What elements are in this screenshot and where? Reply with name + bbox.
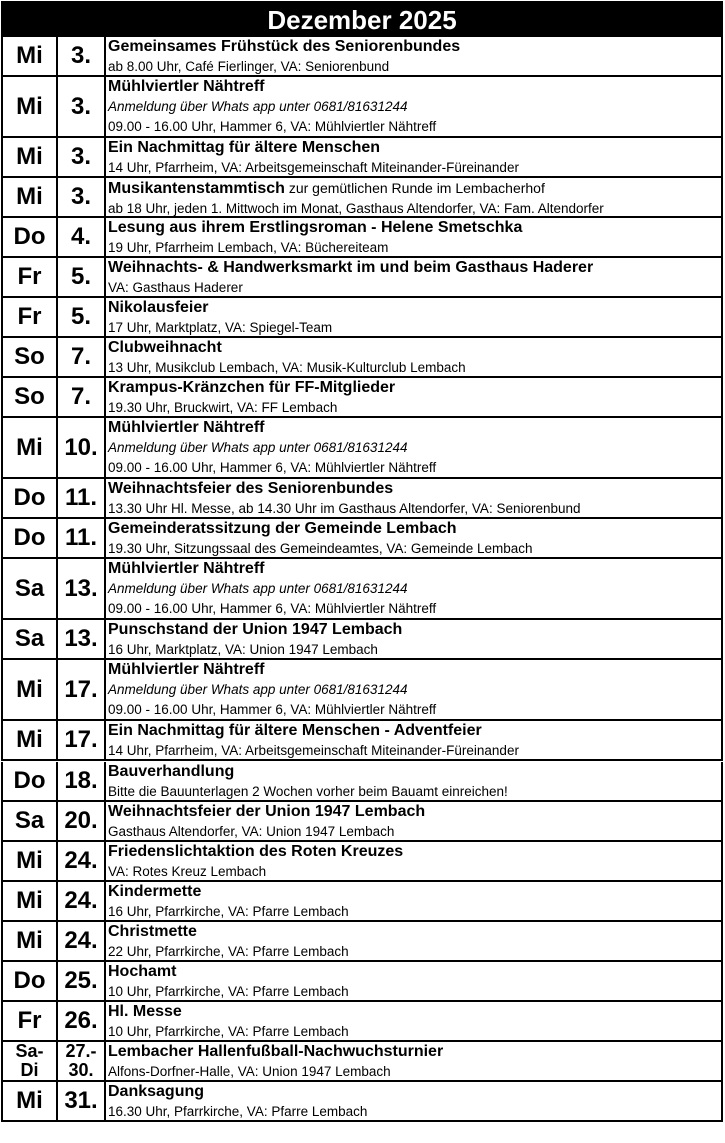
weekday-label-end: Di xyxy=(20,1060,39,1080)
event-weekday xyxy=(3,418,58,477)
date-label: 7. xyxy=(70,343,91,370)
weekday-label: Mi xyxy=(16,927,43,954)
event-title-line xyxy=(108,178,721,199)
event-date xyxy=(58,77,106,136)
event-details xyxy=(106,338,721,376)
weekday-label: Do xyxy=(13,967,46,994)
event-info: 17 Uhr, Marktplatz, VA: Spiegel-Team xyxy=(108,320,333,335)
event-row xyxy=(1,922,723,962)
event-info: 13.30 Uhr Hl. Messe, ab 14.30 Uhr im Gasthaus Altendorfer, VA: Seniorenbund xyxy=(108,501,581,516)
event-date xyxy=(58,338,106,376)
event-title-line xyxy=(108,660,721,680)
event-info: 10 Uhr, Pfarrkirche, VA: Pfarre Lembach xyxy=(108,1024,349,1039)
event-title-line xyxy=(108,882,721,902)
event-title: Friedenslichtaktion des Roten Kreuzes xyxy=(108,843,404,860)
weekday-label: Fr xyxy=(17,263,42,290)
event-title-line xyxy=(108,138,721,158)
weekday-label: Do xyxy=(13,524,46,551)
event-title: Punschstand der Union 1947 Lembach xyxy=(108,621,403,638)
event-info: 19.30 Uhr, Bruckwirt, VA: FF Lembach xyxy=(108,400,338,415)
event-date xyxy=(58,218,106,256)
event-row xyxy=(1,842,723,882)
weekday-label: Sa xyxy=(14,574,45,602)
event-title-line xyxy=(108,559,721,579)
event-row xyxy=(1,802,723,842)
date-label-end: 30. xyxy=(68,1060,94,1080)
event-weekday xyxy=(3,802,58,840)
date-label: 20. xyxy=(64,807,98,834)
event-info: 19 Uhr, Pfarrheim Lembach, VA: Büchereiteam xyxy=(108,240,389,255)
event-date xyxy=(58,418,106,477)
event-row xyxy=(1,418,723,479)
event-title: Lesung aus ihrem Erstlingsroman - Helene Smetschka xyxy=(108,219,523,236)
event-info: 16 Uhr, Pfarrkirche, VA: Pfarre Lembach xyxy=(108,904,349,919)
event-title-line xyxy=(108,721,721,741)
date-label: 31. xyxy=(64,1087,98,1114)
event-date xyxy=(58,298,106,336)
event-title: Kindermette xyxy=(108,883,202,900)
event-title-line xyxy=(108,258,721,278)
event-info: 10 Uhr, Pfarrkirche, VA: Pfarre Lembach xyxy=(108,984,349,999)
date-label: 25. xyxy=(64,967,98,994)
date-label: 13. xyxy=(64,574,98,602)
event-info: Gasthaus Altendorfer, VA: Union 1947 Lembach xyxy=(108,824,395,839)
weekday-label: Mi xyxy=(16,726,43,753)
weekday-label: Sa xyxy=(14,807,45,834)
event-title: Mühlviertler Nähtreff xyxy=(108,560,265,577)
weekday-label: Mi xyxy=(16,433,43,461)
event-row xyxy=(1,298,723,338)
event-row xyxy=(1,721,723,761)
weekday-label: Mi xyxy=(16,92,43,120)
event-row xyxy=(1,258,723,298)
event-info: 14 Uhr, Pfarrheim, VA: Arbeitsgemeinschaft Miteinander-Füreinander xyxy=(108,160,519,175)
event-info: 09.00 - 16.00 Uhr, Hammer 6, VA: Mühlviertler Nähtreff xyxy=(108,119,437,134)
event-weekday xyxy=(3,1042,58,1080)
event-title-line xyxy=(108,378,721,398)
event-date xyxy=(58,721,106,759)
event-details xyxy=(106,802,721,840)
event-row xyxy=(1,338,723,378)
date-label: 10. xyxy=(64,433,98,461)
event-details xyxy=(106,519,721,557)
event-details xyxy=(106,178,721,216)
event-weekday xyxy=(3,882,58,920)
event-title-line xyxy=(108,1042,721,1062)
weekday-label: Mi xyxy=(16,143,43,170)
weekday-label: Mi xyxy=(16,1087,43,1114)
weekday-label: Mi xyxy=(16,42,43,69)
event-title: Weihnachtsfeier des Seniorenbundes xyxy=(108,480,394,497)
event-details xyxy=(106,1082,721,1120)
event-date xyxy=(58,258,106,296)
event-date xyxy=(58,1042,106,1080)
event-date xyxy=(58,378,106,416)
event-title-line xyxy=(108,418,721,438)
event-date xyxy=(58,660,106,719)
event-row xyxy=(1,1082,723,1122)
event-weekday xyxy=(3,519,58,557)
event-row xyxy=(1,37,723,77)
date-label: 5. xyxy=(70,263,91,290)
month-title: Dezember 2025 xyxy=(1,1,723,37)
event-title-line xyxy=(108,1082,721,1102)
event-title-line xyxy=(108,338,721,358)
weekday-label: Mi xyxy=(16,847,43,874)
weekday-label: Sa- xyxy=(15,1041,44,1061)
event-info: 14 Uhr, Pfarrheim, VA: Arbeitsgemeinschaft Miteinander-Füreinander xyxy=(108,743,519,758)
event-title: Ein Nachmittag für ältere Menschen xyxy=(108,139,381,156)
event-info: ab 8.00 Uhr, Café Fierlinger, VA: Seniorenbund xyxy=(108,59,390,74)
event-title: Lembacher Hallenfußball-Nachwuchsturnier xyxy=(108,1043,444,1060)
event-details xyxy=(106,1042,721,1080)
event-date xyxy=(58,479,106,517)
date-label: 3. xyxy=(70,143,91,170)
event-date xyxy=(58,178,106,216)
event-weekday xyxy=(3,1002,58,1040)
event-info: VA: Gasthaus Haderer xyxy=(108,280,243,295)
event-title: Gemeinderatssitzung der Gemeinde Lembach xyxy=(108,520,457,537)
event-date xyxy=(58,559,106,618)
date-label: 13. xyxy=(64,625,98,652)
event-date xyxy=(58,882,106,920)
event-registration-note: Anmeldung über Whats app unter 0681/81631244 xyxy=(108,99,408,114)
event-info: 16 Uhr, Marktplatz, VA: Union 1947 Lembach xyxy=(108,642,378,657)
event-details xyxy=(106,37,721,75)
event-details xyxy=(106,138,721,176)
event-title: Ein Nachmittag für ältere Menschen - Adventfeier xyxy=(108,722,482,739)
date-label: 11. xyxy=(64,484,98,511)
weekday-label: So xyxy=(14,343,45,370)
event-row xyxy=(1,519,723,559)
event-date xyxy=(58,37,106,75)
event-title-line xyxy=(108,519,721,539)
event-row xyxy=(1,77,723,138)
date-label: 4. xyxy=(70,223,91,250)
event-details xyxy=(106,1002,721,1040)
event-row xyxy=(1,178,723,218)
event-weekday xyxy=(3,138,58,176)
event-info: 22 Uhr, Pfarrkirche, VA: Pfarre Lembach xyxy=(108,944,349,959)
event-info: 19.30 Uhr, Sitzungssaal des Gemeindeamtes, VA: Gemeinde Lembach xyxy=(108,541,533,556)
event-title-line xyxy=(108,298,721,318)
event-details xyxy=(106,762,721,800)
event-weekday xyxy=(3,721,58,759)
weekday-label: Do xyxy=(13,223,46,250)
event-weekday xyxy=(3,1082,58,1120)
event-title-line xyxy=(108,962,721,982)
event-info: 09.00 - 16.00 Uhr, Hammer 6, VA: Mühlviertler Nähtreff xyxy=(108,601,437,616)
event-row xyxy=(1,620,723,660)
weekday-label: Mi xyxy=(16,675,43,703)
event-list xyxy=(1,37,723,1122)
event-title: Bauverhandlung xyxy=(108,763,235,780)
event-details xyxy=(106,882,721,920)
event-title-line xyxy=(108,762,721,782)
event-row xyxy=(1,1002,723,1042)
event-details xyxy=(106,922,721,960)
event-weekday xyxy=(3,298,58,336)
event-registration-note: Anmeldung über Whats app unter 0681/81631244 xyxy=(108,440,408,455)
event-details xyxy=(106,218,721,256)
event-title: Christmette xyxy=(108,923,197,940)
event-details xyxy=(106,660,721,719)
weekday-label: Fr xyxy=(17,1007,42,1034)
event-registration-note: Anmeldung über Whats app unter 0681/81631244 xyxy=(108,682,408,697)
date-label: 7. xyxy=(70,383,91,410)
event-title: Musikantenstammtisch xyxy=(108,180,285,197)
event-title: Danksagung xyxy=(108,1083,205,1100)
event-weekday xyxy=(3,258,58,296)
event-date xyxy=(58,1082,106,1120)
event-weekday xyxy=(3,922,58,960)
event-weekday xyxy=(3,378,58,416)
event-weekday xyxy=(3,620,58,658)
event-date xyxy=(58,620,106,658)
event-title: Clubweihnacht xyxy=(108,339,222,356)
event-details xyxy=(106,378,721,416)
event-title: Mühlviertler Nähtreff xyxy=(108,661,265,678)
event-registration-note: Anmeldung über Whats app unter 0681/81631244 xyxy=(108,581,408,596)
event-details xyxy=(106,721,721,759)
weekday-label: So xyxy=(14,383,45,410)
event-details xyxy=(106,418,721,477)
event-info: VA: Rotes Kreuz Lembach xyxy=(108,864,267,879)
event-row xyxy=(1,762,723,802)
date-label: 3. xyxy=(70,183,91,210)
event-row xyxy=(1,660,723,721)
event-row xyxy=(1,1042,723,1082)
event-title: Nikolausfeier xyxy=(108,299,209,316)
weekday-label: Do xyxy=(13,484,46,511)
event-title-line xyxy=(108,218,721,238)
date-label: 3. xyxy=(70,42,91,69)
event-weekday xyxy=(3,660,58,719)
date-label: 17. xyxy=(64,675,98,703)
weekday-label: Mi xyxy=(16,183,43,210)
event-title-line xyxy=(108,842,721,862)
event-details xyxy=(106,298,721,336)
event-title: Weihnachts- & Handwerksmarkt im und beim Gasthaus Haderer xyxy=(108,259,594,276)
event-weekday xyxy=(3,178,58,216)
date-label: 17. xyxy=(64,726,98,753)
date-label: 27.- xyxy=(65,1041,97,1061)
event-details xyxy=(106,962,721,1000)
event-weekday xyxy=(3,77,58,136)
event-info: Bitte die Bauunterlagen 2 Wochen vorher beim Bauamt einreichen! xyxy=(108,784,508,799)
event-date xyxy=(58,138,106,176)
event-info: ab 18 Uhr, jeden 1. Mittwoch im Monat, Gasthaus Altendorfer, VA: Fam. Altendorfer xyxy=(108,201,604,216)
event-weekday xyxy=(3,218,58,256)
event-date xyxy=(58,762,106,800)
date-label: 5. xyxy=(70,303,91,330)
event-details xyxy=(106,842,721,880)
event-row xyxy=(1,559,723,620)
event-weekday xyxy=(3,338,58,376)
event-title-line xyxy=(108,479,721,499)
date-label: 11. xyxy=(64,524,98,551)
date-label: 26. xyxy=(64,1007,98,1034)
event-row xyxy=(1,882,723,922)
event-row xyxy=(1,479,723,519)
event-title: Krampus-Kränzchen für FF-Mitglieder xyxy=(108,379,396,396)
event-title: Gemeinsames Frühstück des Seniorenbundes xyxy=(108,38,461,55)
event-details xyxy=(106,258,721,296)
event-weekday xyxy=(3,559,58,618)
event-title-line xyxy=(108,922,721,942)
event-title-line xyxy=(108,802,721,822)
weekday-label: Do xyxy=(13,767,46,794)
weekday-label: Fr xyxy=(17,303,42,330)
event-date xyxy=(58,922,106,960)
weekday-label: Mi xyxy=(16,887,43,914)
event-details xyxy=(106,559,721,618)
event-info: 13 Uhr, Musikclub Lembach, VA: Musik-Kulturclub Lembach xyxy=(108,360,466,375)
event-title: Hl. Messe xyxy=(108,1003,182,1020)
event-info: 16.30 Uhr, Pfarrkirche, VA: Pfarre Lembach xyxy=(108,1104,368,1119)
event-info: 09.00 - 16.00 Uhr, Hammer 6, VA: Mühlviertler Nähtreff xyxy=(108,460,437,475)
event-row xyxy=(1,218,723,258)
event-title-line xyxy=(108,620,721,640)
event-weekday xyxy=(3,37,58,75)
event-date xyxy=(58,842,106,880)
event-date xyxy=(58,1002,106,1040)
event-details xyxy=(106,77,721,136)
date-label: 3. xyxy=(70,92,91,120)
event-row xyxy=(1,378,723,418)
event-calendar xyxy=(1,1,723,1122)
event-title: Hochamt xyxy=(108,963,177,980)
event-details xyxy=(106,479,721,517)
event-info: 09.00 - 16.00 Uhr, Hammer 6, VA: Mühlviertler Nähtreff xyxy=(108,702,437,717)
event-title: Mühlviertler Nähtreff xyxy=(108,419,265,436)
date-label: 18. xyxy=(64,767,98,794)
event-title: Mühlviertler Nähtreff xyxy=(108,78,265,95)
event-title-line xyxy=(108,1002,721,1022)
event-details xyxy=(106,620,721,658)
event-title-suffix: zur gemütlichen Runde im Lembacherhof xyxy=(284,180,545,196)
event-row xyxy=(1,138,723,178)
event-title: Weihnachtsfeier der Union 1947 Lembach xyxy=(108,803,426,820)
date-label: 24. xyxy=(64,847,98,874)
weekday-label: Sa xyxy=(14,625,45,652)
date-label: 24. xyxy=(64,927,98,954)
event-weekday xyxy=(3,962,58,1000)
event-date xyxy=(58,802,106,840)
date-label: 24. xyxy=(64,887,98,914)
event-weekday xyxy=(3,842,58,880)
event-title-line xyxy=(108,37,721,57)
event-info: Alfons-Dorfner-Halle, VA: Union 1947 Lembach xyxy=(108,1064,391,1079)
event-row xyxy=(1,962,723,1002)
event-weekday xyxy=(3,762,58,800)
event-weekday xyxy=(3,479,58,517)
event-date xyxy=(58,519,106,557)
event-title-line xyxy=(108,77,721,97)
event-date xyxy=(58,962,106,1000)
